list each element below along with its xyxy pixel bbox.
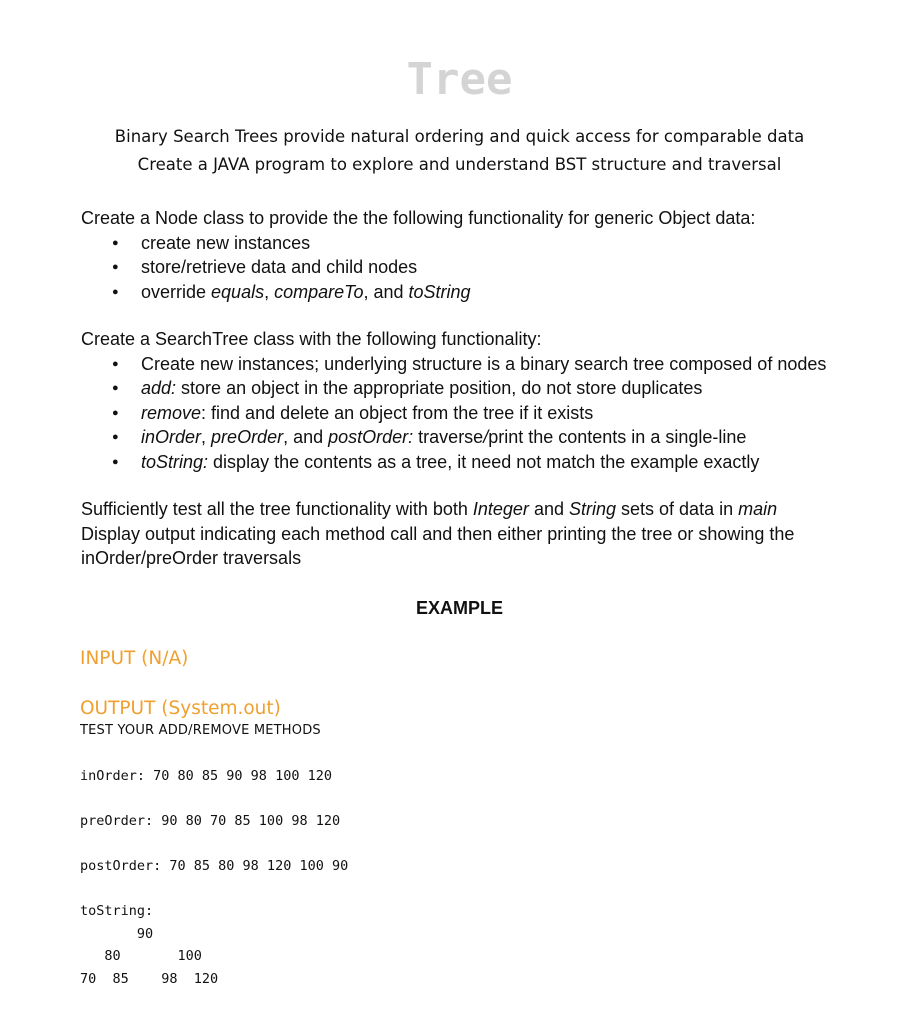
node-class-section	[81, 206, 881, 304]
tree-section-intro: Create a SearchTree class with the following functionality:	[81, 329, 542, 349]
tree-bullet-list	[81, 352, 881, 475]
bullet-text: traverse	[413, 427, 484, 447]
method-name-preorder: preOrder	[211, 427, 284, 447]
bullet-text: ,	[201, 427, 212, 447]
method-name-compareto: compareTo	[274, 281, 364, 302]
output-tree-line: 70 85 98 120	[80, 971, 219, 987]
bullet-text: display the contents as a tree, it need not match the example exactly	[208, 451, 760, 472]
output-tree-line: 90	[80, 926, 154, 942]
output-tostring-label: toString:	[80, 903, 154, 919]
method-main: main	[738, 499, 778, 519]
subtitle-line-2: Create a JAVA program to explore and understand BST structure and traversal	[137, 155, 782, 174]
tree-bullet-item	[81, 450, 881, 475]
bullet-text: override	[141, 281, 212, 302]
bullet-text: : find and delete an object from the tree if it exists	[201, 402, 594, 423]
testing-section	[81, 497, 881, 571]
method-name-tostring: toString	[408, 281, 471, 302]
tree-bullet-item	[81, 401, 881, 426]
bullet-text: print the contents in a single-line	[488, 427, 747, 447]
searchtree-class-section	[81, 327, 881, 474]
text: sets of data in	[616, 499, 739, 519]
bullet-text: , and	[283, 427, 329, 447]
output-preorder: preOrder: 90 80 70 85 100 98 120	[80, 813, 341, 829]
text: Sufficiently test all the tree functionality with both	[81, 499, 473, 519]
bullet-text: store an object in the appropriate position, do not store duplicates	[176, 378, 703, 398]
output-header: TEST YOUR ADD/REMOVE METHODS	[80, 723, 321, 738]
method-name-inorder: inOrder	[141, 427, 202, 447]
output-inorder: inOrder: 70 80 85 90 98 100 120	[80, 768, 332, 784]
node-bullet-list	[81, 231, 881, 305]
bullet-text: ,	[264, 281, 275, 302]
tree-bullet-item	[81, 376, 881, 401]
example-heading: EXAMPLE	[415, 598, 503, 618]
output-tree-line: 80 100	[80, 948, 202, 964]
page-title: Tree	[406, 54, 513, 105]
node-bullet-item: ● store/retrieve data and child nodes	[81, 255, 881, 280]
node-bullet-item	[81, 280, 881, 305]
input-label: INPUT (N/A)	[80, 648, 189, 669]
method-name-add: add:	[141, 378, 177, 398]
testing-line-2: Display output indicating each method call and then either printing the tree or showing the	[81, 523, 795, 544]
type-integer: Integer	[472, 499, 529, 519]
method-name-equals: equals	[211, 281, 265, 302]
method-name-remove: remove	[141, 402, 202, 423]
output-postorder: postOrder: 70 85 80 98 120 100 90	[80, 858, 349, 874]
method-name-postorder: postOrder:	[328, 427, 414, 447]
bullet-text: , and	[363, 281, 409, 302]
slash: /	[483, 427, 489, 447]
node-section-intro: Create a Node class to provide the the following functionality for generic Object data:	[81, 208, 756, 228]
tree-bullet-item: ● Create new instances; underlying structure is a binary search tree composed of nodes	[81, 352, 881, 377]
node-bullet-item: ● create new instances	[81, 231, 881, 256]
method-name-tostring: toString:	[141, 451, 209, 472]
subtitle-line-1: Binary Search Trees provide natural ordering and quick access for comparable data	[114, 127, 805, 146]
output-label: OUTPUT (System.out)	[80, 698, 281, 719]
testing-line-1	[81, 497, 881, 522]
tree-bullet-item	[81, 425, 881, 450]
type-string: String	[568, 499, 617, 519]
text: and	[528, 499, 569, 519]
testing-line-3: inOrder/preOrder traversals	[81, 548, 302, 568]
